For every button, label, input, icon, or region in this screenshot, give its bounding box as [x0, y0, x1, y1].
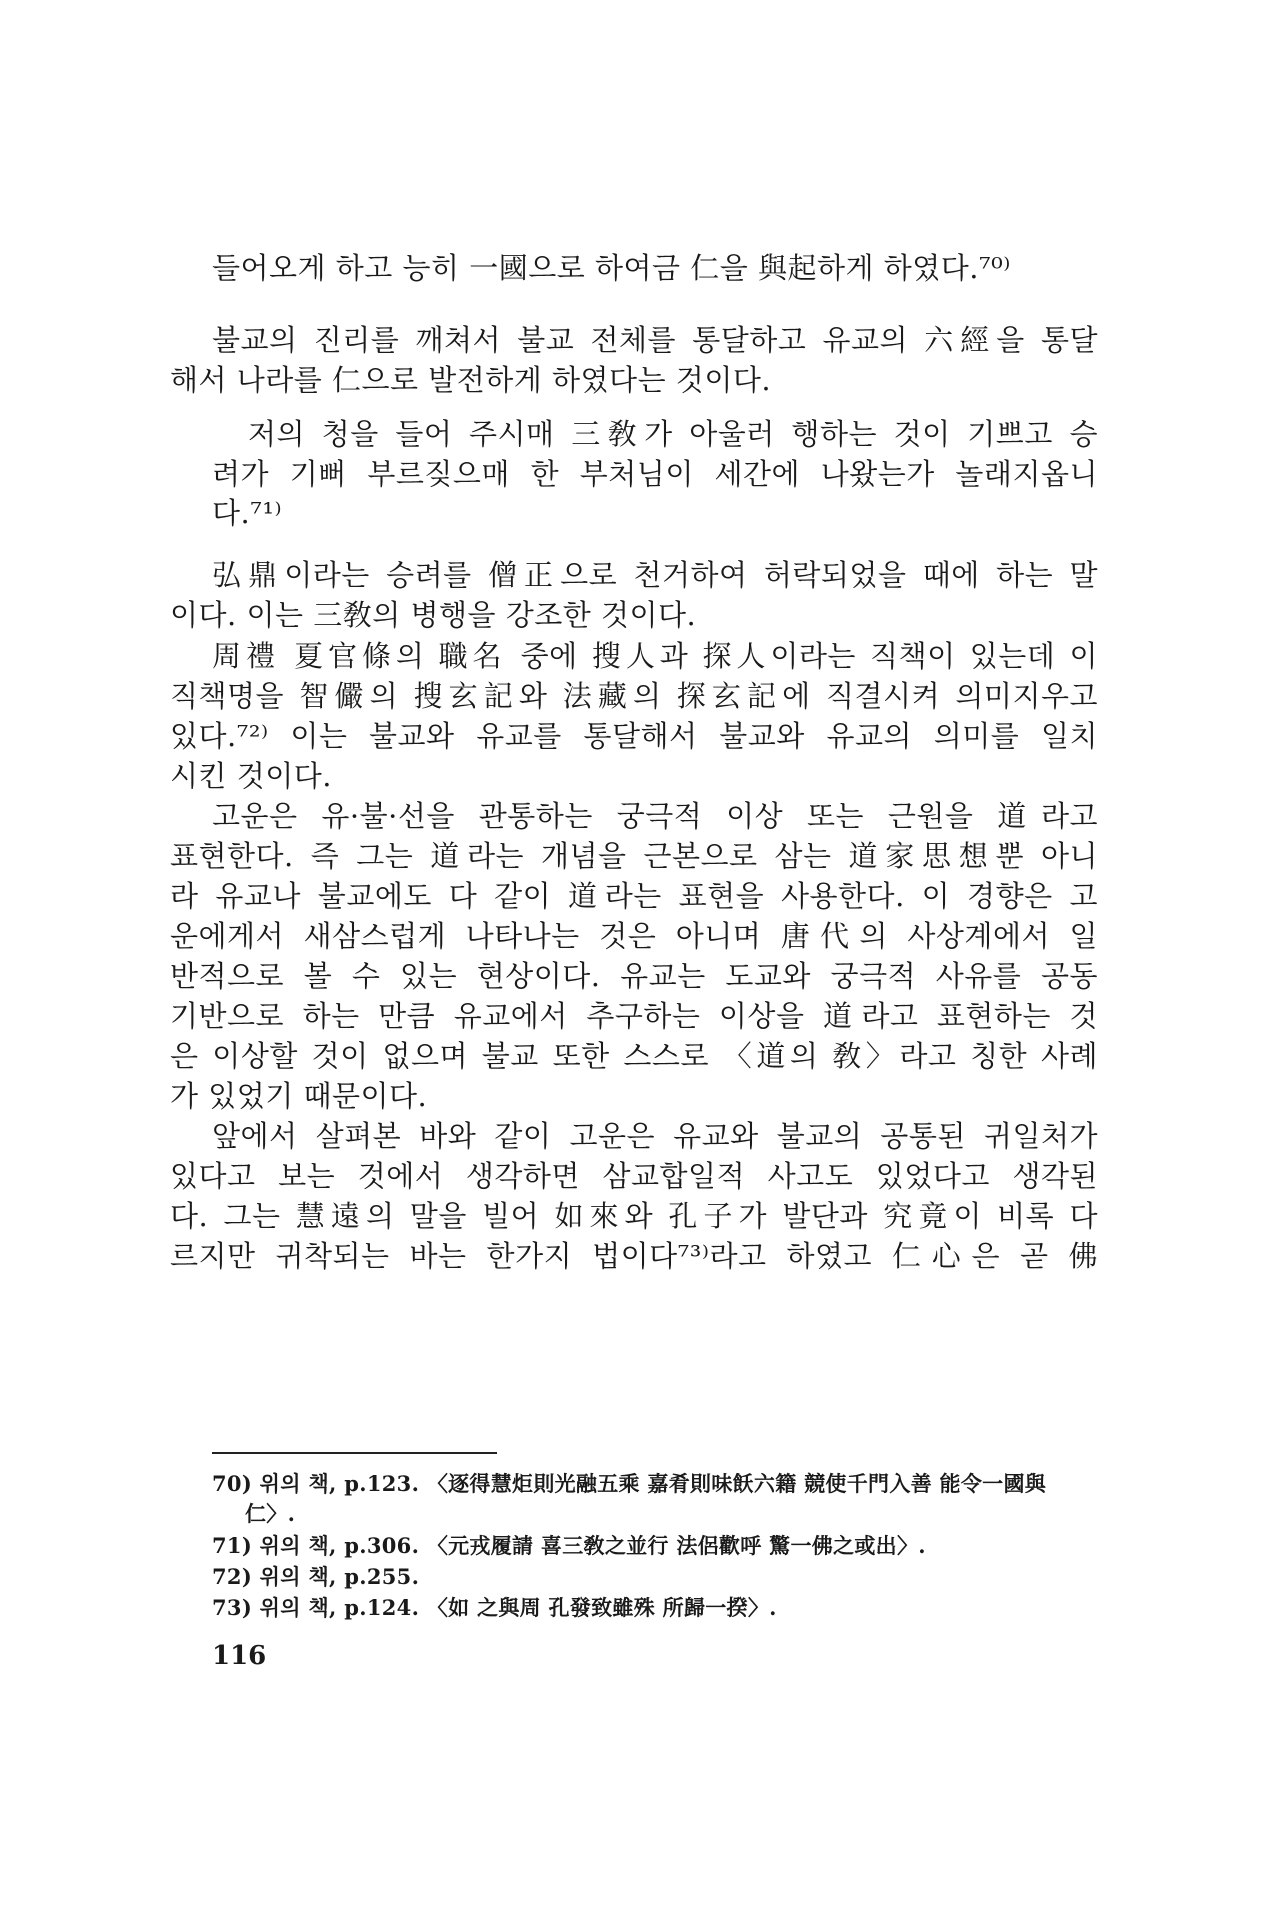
body-line-24: 르지만 귀착되는 바는 한가지 법이다⁷³⁾라고 하였고 仁心은 곧 佛 [170, 1239, 1098, 1273]
body-line-13: 고운은 유·불·선을 관통하는 궁극적 이상 또는 근원을 道라고 [212, 799, 1098, 833]
body-line-14: 표현한다. 즉 그는 道라는 개념을 근본으로 삼는 道家思想뿐 아니 [170, 839, 1098, 873]
footnote-73: 73) 위의 책, p.124. 〈如 之與周 孔發致雖殊 所歸一揆〉. [212, 1595, 777, 1620]
quote-line-3: 다.⁷¹⁾ [212, 496, 283, 530]
body-line-18: 기반으로 하는 만큼 유교에서 추구하는 이상을 道라고 표현하는 것 [170, 999, 1098, 1033]
footnote-71: 71) 위의 책, p.306. 〈元戎履請 喜三敎之並行 法侶歡呼 驚一佛之或出〉. [212, 1533, 926, 1558]
quote-line-2: 려가 기뻐 부르짖으매 한 부처님이 세간에 나왔는가 놀래지옵니 [212, 457, 1098, 491]
page-number: 116 [212, 1641, 267, 1671]
body-line-22: 있다고 보는 것에서 생각하면 삼교합일적 사고도 있었다고 생각된 [170, 1159, 1098, 1193]
body-line-12: 시킨 것이다. [170, 759, 333, 793]
body-line-20: 가 있었기 때문이다. [170, 1079, 428, 1113]
body-line-11: 있다.⁷²⁾ 이는 불교와 유교를 통달해서 불교와 유교의 의미를 일치 [170, 719, 1098, 753]
body-line-17: 반적으로 볼 수 있는 현상이다. 유교는 도교와 궁극적 사유를 공동 [170, 959, 1098, 993]
body-line-23: 다. 그는 慧遠의 말을 빌어 如來와 孔子가 발단과 究竟이 비록 다 [170, 1199, 1098, 1233]
body-line-3: 해서 나라를 仁으로 발전하게 하였다는 것이다. [170, 363, 772, 397]
body-line-16: 운에게서 새삼스럽게 나타나는 것은 아니며 唐代의 사상계에서 일 [170, 919, 1098, 953]
body-line-8: 이다. 이는 三敎의 병행을 강조한 것이다. [170, 598, 697, 632]
footnote-70: 70) 위의 책, p.123. 〈逐得慧炬則光融五乘 嘉肴則味飫六籍 競使千門入善 能令一國與 [212, 1471, 1047, 1496]
footnote-70-cont: 仁〉. [245, 1501, 296, 1526]
body-line-1: 들어오게 하고 능히 一國으로 하여금 仁을 與起하게 하였다.⁷⁰⁾ [212, 251, 1011, 285]
body-line-10: 직책명을 智儼의 搜玄記와 法藏의 探玄記에 직결시켜 의미지우고 [170, 679, 1098, 713]
quote-line-1: 저의 청을 들어 주시매 三敎가 아울러 행하는 것이 기쁘고 승 [248, 417, 1098, 451]
footnote-rule [212, 1452, 497, 1454]
body-line-7: 弘鼎이라는 승려를 僧正으로 천거하여 허락되었을 때에 하는 말 [212, 558, 1098, 592]
body-line-19: 은 이상할 것이 없으며 불교 또한 스스로 〈道의 敎〉라고 칭한 사례 [170, 1039, 1098, 1073]
body-line-2: 불교의 진리를 깨쳐서 불교 전체를 통달하고 유교의 六經을 통달 [212, 323, 1098, 357]
footnote-72: 72) 위의 책, p.255. [212, 1564, 420, 1589]
body-line-9: 周禮 夏官條의 職名 중에 搜人과 探人이라는 직책이 있는데 이 [212, 639, 1098, 673]
body-line-15: 라 유교나 불교에도 다 같이 道라는 표현을 사용한다. 이 경향은 고 [170, 879, 1098, 913]
body-line-21: 앞에서 살펴본 바와 같이 고운은 유교와 불교의 공통된 귀일처가 [212, 1119, 1098, 1153]
